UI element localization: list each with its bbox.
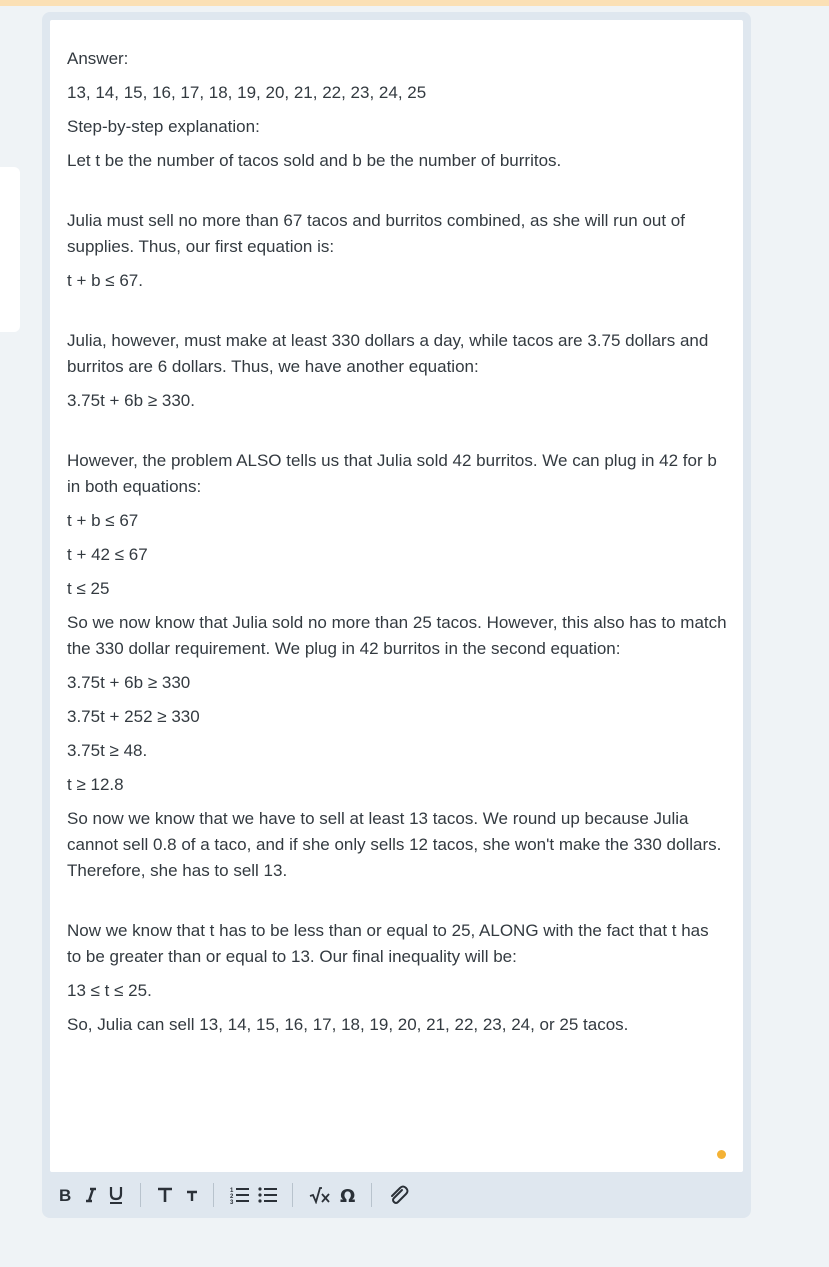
answer-line: So, Julia can sell 13, 14, 15, 16, 17, 18, 19, 20, 21, 22, 23, 24, or 25 tacos. xyxy=(67,1015,629,1034)
answer-editor xyxy=(42,12,751,1218)
answer-line: Answer: xyxy=(67,49,129,68)
answer-line: Julia must sell no more than 67 tacos and burritos combined, as she will run out of supplies. Thus, our first equation is: xyxy=(67,211,685,256)
italic-button[interactable] xyxy=(84,1181,98,1209)
text-small-icon xyxy=(186,1188,198,1202)
equation-button[interactable] xyxy=(309,1181,331,1209)
answer-line: t + b ≤ 67. xyxy=(67,271,143,290)
attachment-button[interactable] xyxy=(388,1181,410,1209)
blank-line xyxy=(67,302,727,328)
blank-line xyxy=(67,892,727,918)
answer-line: Let t be the number of tacos sold and b be the number of burritos. xyxy=(67,151,562,170)
bold-icon xyxy=(59,1187,73,1203)
svg-text:B: B xyxy=(59,1187,72,1203)
answer-line: However, the problem ALSO tells us that Julia sold 42 burritos. We can plug in 42 for b in both equations: xyxy=(67,451,717,496)
heading-small-button[interactable] xyxy=(185,1181,199,1209)
top-accent-bar xyxy=(0,0,829,6)
toolbar-divider xyxy=(371,1183,372,1207)
blank-line xyxy=(67,182,727,208)
editor-body[interactable] xyxy=(50,20,743,1172)
answer-line: 3.75t ≥ 48. xyxy=(67,741,148,760)
numbered-list-button[interactable] xyxy=(230,1181,250,1209)
bold-button[interactable] xyxy=(58,1181,74,1209)
square-root-icon xyxy=(309,1186,331,1204)
answer-line: Now we know that t has to be less than or equal to 25, ALONG with the fact that t has to be greater than or equal to 13. Our final inequality will be: xyxy=(67,921,709,966)
svg-text:1: 1 xyxy=(230,1188,234,1194)
answer-line: Step-by-step explanation: xyxy=(67,117,260,136)
answer-line: 13 ≤ t ≤ 25. xyxy=(67,981,152,1000)
toolbar-divider xyxy=(213,1183,214,1207)
svg-text:3: 3 xyxy=(230,1200,234,1204)
side-panel-edge xyxy=(0,167,20,332)
answer-line: 3.75t + 6b ≥ 330 xyxy=(67,673,191,692)
status-dot xyxy=(717,1150,726,1159)
answer-line: t ≤ 25 xyxy=(67,579,110,598)
heading-large-button[interactable] xyxy=(157,1181,173,1209)
bullet-list-icon xyxy=(258,1186,278,1204)
toolbar-divider xyxy=(292,1183,293,1207)
answer-line: So we now know that Julia sold no more than 25 tacos. However, this also has to match the 330 dollar requirement. We plug in 42 burritos in the second equation: xyxy=(67,613,727,658)
italic-icon xyxy=(85,1187,97,1203)
text-large-icon xyxy=(157,1187,173,1203)
underline-button[interactable] xyxy=(108,1181,124,1209)
paperclip-icon xyxy=(388,1185,410,1205)
toolbar-divider xyxy=(140,1183,141,1207)
answer-line: 3.75t + 252 ≥ 330 xyxy=(67,707,200,726)
svg-text:2: 2 xyxy=(230,1194,234,1200)
underline-icon xyxy=(109,1186,123,1204)
answer-line: t + 42 ≤ 67 xyxy=(67,545,148,564)
answer-line: 13, 14, 15, 16, 17, 18, 19, 20, 21, 22, 23, 24, 25 xyxy=(67,83,427,102)
answer-line: t + b ≤ 67 xyxy=(67,511,139,530)
svg-text:Ω: Ω xyxy=(340,1186,356,1204)
bullet-list-button[interactable] xyxy=(258,1181,278,1209)
answer-line: So now we know that we have to sell at least 13 tacos. We round up because Julia cannot sell 0.8 of a taco, and if she only sells 12 tacos, she won't make the 330 dollars. Therefore, she has to sell 13. xyxy=(67,809,722,880)
answer-text[interactable] xyxy=(67,46,727,1046)
answer-line: Julia, however, must make at least 330 dollars a day, while tacos are 3.75 dollars and burritos are 6 dollars. Thus, we have another equation: xyxy=(67,331,709,376)
special-symbol-button[interactable] xyxy=(339,1181,357,1209)
blank-line xyxy=(67,422,727,448)
answer-line: t ≥ 12.8 xyxy=(67,775,124,794)
answer-line: 3.75t + 6b ≥ 330. xyxy=(67,391,195,410)
numbered-list-icon xyxy=(230,1186,250,1204)
formatting-toolbar xyxy=(50,1172,743,1218)
omega-icon xyxy=(339,1186,357,1204)
